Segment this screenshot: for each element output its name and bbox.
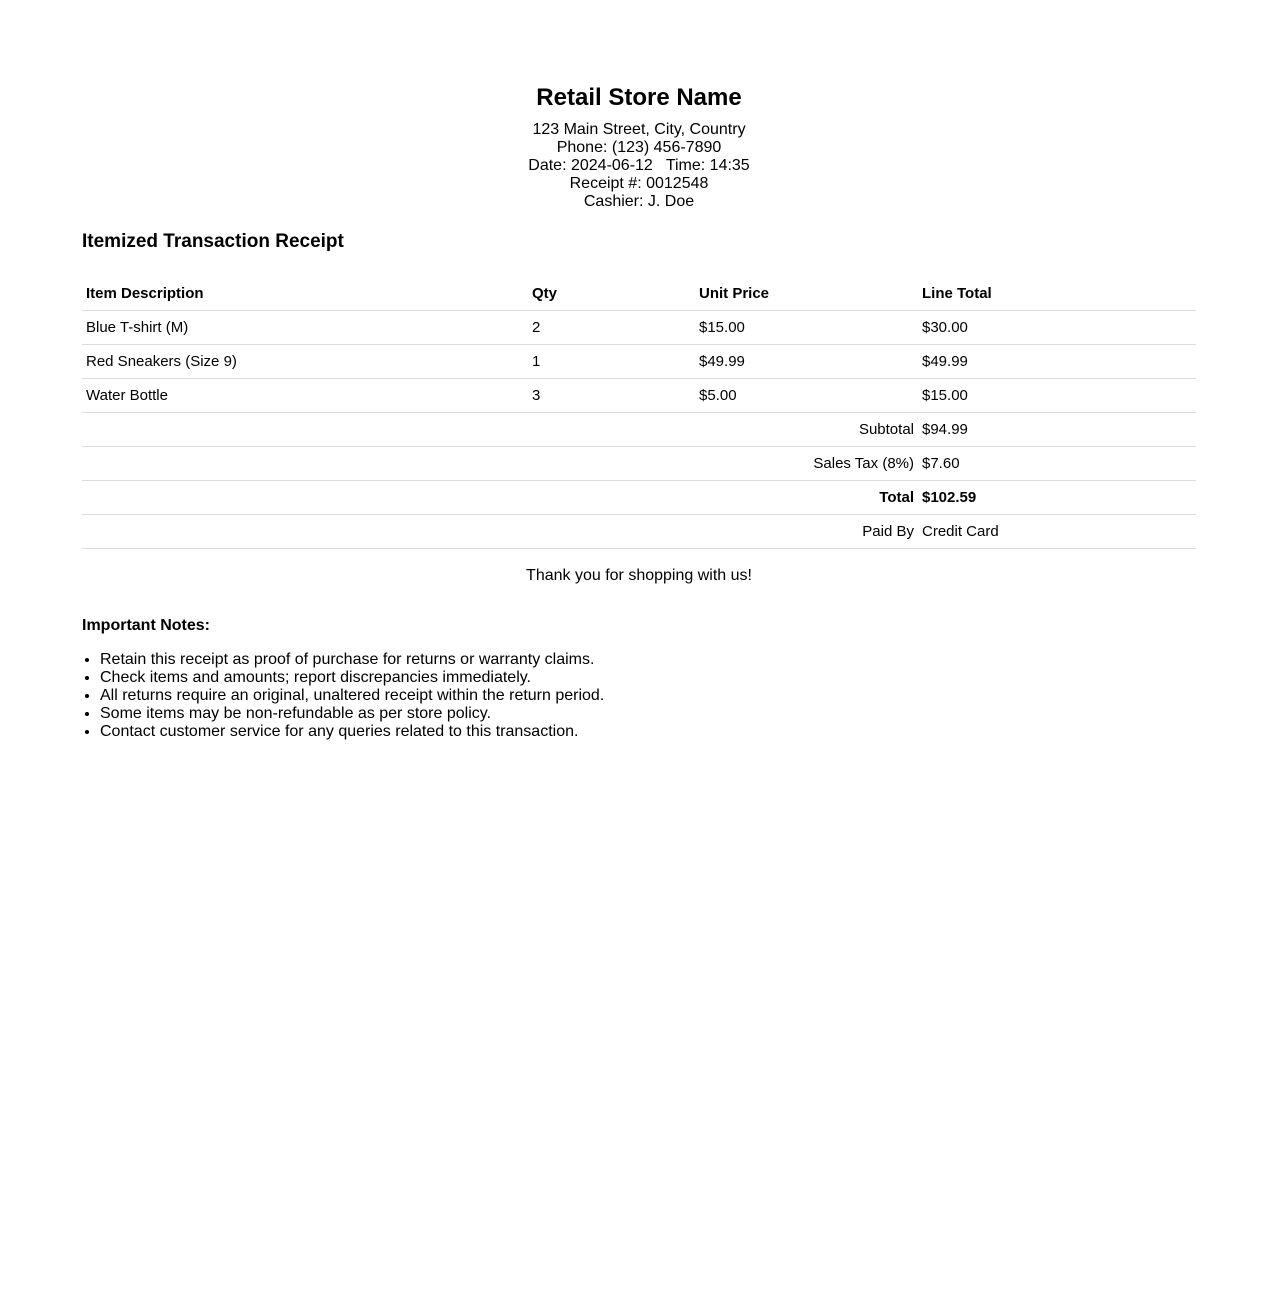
table-row	[82, 345, 1196, 379]
column-header-line-total: Line Total	[918, 277, 1196, 311]
column-header-unit-price: Unit Price	[695, 277, 918, 311]
notes-title: Important Notes:	[82, 617, 210, 634]
store-name: Retail Store Name	[536, 84, 742, 111]
total-row	[82, 481, 1196, 515]
table-row	[82, 311, 1196, 345]
paid-by-label: Paid By	[82, 515, 918, 549]
item-line-total: $15.00	[918, 379, 1196, 413]
cashier-name: Cashier: J. Doe	[583, 193, 695, 210]
item-qty: 3	[528, 379, 695, 413]
item-qty: 1	[528, 345, 695, 379]
tax-value: $7.60	[918, 447, 1196, 481]
thank-you-message: Thank you for shopping with us!	[526, 567, 752, 584]
transaction-time: Time: 14:35	[665, 157, 750, 174]
receipt-number: Receipt #: 0012548	[569, 175, 709, 192]
date-time-line	[82, 157, 1196, 175]
item-qty: 2	[528, 311, 695, 345]
item-description: Red Sneakers (Size 9)	[82, 345, 528, 379]
item-description: Blue T-shirt (M)	[82, 311, 528, 345]
column-header-description: Item Description	[82, 277, 528, 311]
column-header-qty: Qty	[528, 277, 695, 311]
total-label: Total	[82, 481, 918, 515]
transaction-date: Date: 2024-06-12	[528, 157, 653, 174]
store-phone: Phone: (123) 456-7890	[556, 139, 722, 156]
subtotal-value: $94.99	[918, 413, 1196, 447]
list-item: • All returns require an original, unaltered receipt within the return period.	[100, 687, 1196, 705]
tax-label: Sales Tax (8%)	[82, 447, 918, 481]
item-line-total: $30.00	[918, 311, 1196, 345]
item-unit-price: $15.00	[695, 311, 918, 345]
paid-by-value: Credit Card	[918, 515, 1196, 549]
section-title: Itemized Transaction Receipt	[82, 231, 344, 252]
store-address: 123 Main Street, City, Country	[532, 121, 746, 138]
list-item: • Contact customer service for any queries related to this transaction.	[100, 723, 1196, 741]
table-row	[82, 379, 1196, 413]
list-item: • Retain this receipt as proof of purchase for returns or warranty claims.	[100, 651, 1196, 669]
item-description: Water Bottle	[82, 379, 528, 413]
total-value: $102.59	[918, 481, 1196, 515]
subtotal-row	[82, 413, 1196, 447]
table-header-row	[82, 277, 1196, 311]
payment-row	[82, 515, 1196, 549]
store-header	[82, 0, 1196, 211]
item-unit-price: $5.00	[695, 379, 918, 413]
list-item: • Some items may be non-refundable as per store policy.	[100, 705, 1196, 723]
items-table	[82, 277, 1196, 549]
item-unit-price: $49.99	[695, 345, 918, 379]
tax-row	[82, 447, 1196, 481]
subtotal-label: Subtotal	[82, 413, 918, 447]
store-details	[82, 121, 1196, 211]
notes-list	[82, 651, 1196, 741]
item-line-total: $49.99	[918, 345, 1196, 379]
list-item: • Check items and amounts; report discrepancies immediately.	[100, 669, 1196, 687]
